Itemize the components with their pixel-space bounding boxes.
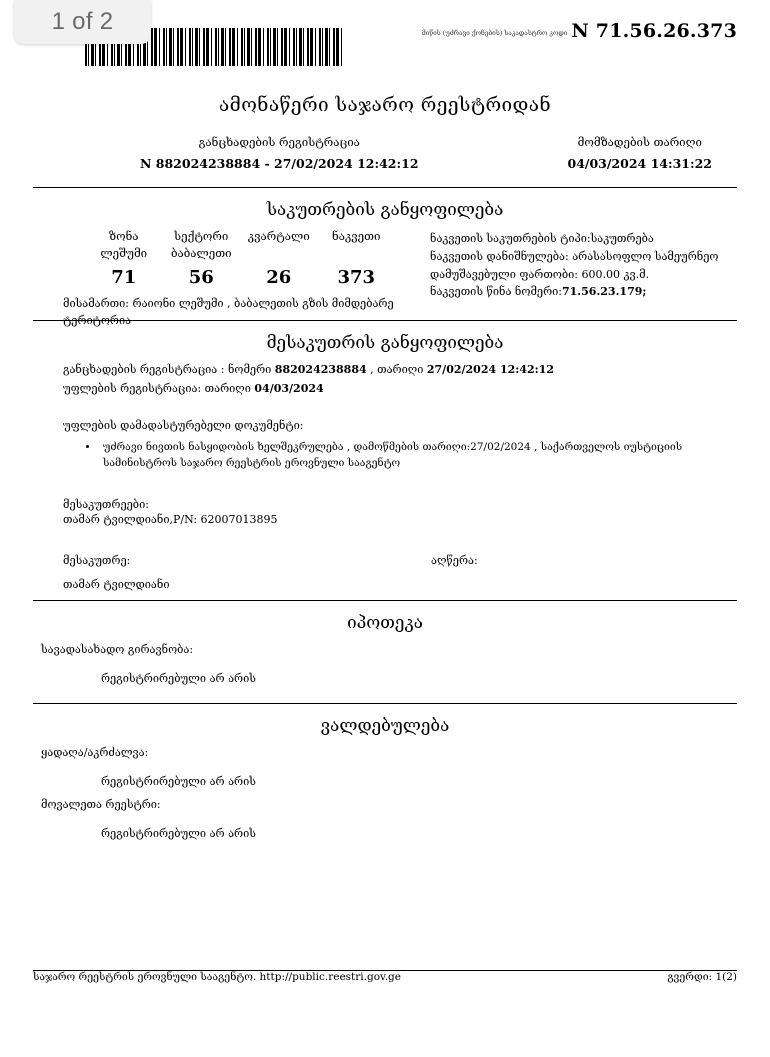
parcel-column	[163, 228, 241, 288]
parcel-info-list	[430, 230, 718, 301]
obligation-label: ყადაღა/აკრძალვა:	[41, 745, 149, 759]
owner-right-registration-date: 04/03/2024	[254, 382, 324, 396]
cadastral-code-block	[422, 20, 737, 42]
documents-heading: უფლების დამადასტურებელი დოკუმენტი:	[63, 419, 304, 433]
page-indicator-badge	[14, 0, 151, 44]
parcel-column	[240, 228, 318, 288]
parcel-column	[85, 228, 163, 288]
page-footer	[33, 971, 737, 983]
application-registration-caption: განცხადების რეგისტრაცია	[198, 135, 360, 149]
mortgage-section-title: იპოთეკა	[347, 612, 423, 633]
owner-section-title: მესაკუთრის განყოფილება	[266, 333, 504, 353]
parcel-column-label-primary: ნაკვეთი	[332, 229, 381, 243]
parcel-info-row	[430, 266, 718, 284]
owner-application-registration-label: განცხადების რეგისტრაცია : ნომერი	[63, 363, 275, 376]
parcel-column-label-primary: კვარტალი	[247, 229, 310, 243]
footer-page-number: გვერდი: 1(2)	[667, 971, 737, 983]
parcel-info-value: 600.00 კვ.მ.	[581, 267, 650, 281]
parcel-info-label: დამუშავებული ფართობი:	[430, 267, 582, 281]
documents-list	[33, 440, 737, 472]
owner-description-row	[33, 554, 737, 600]
document-content	[33, 0, 737, 840]
divider-mortgage	[33, 703, 737, 704]
application-registration-value: N 882024238884 - 27/02/2024 12:42:12	[140, 156, 419, 171]
description-label: აღწერა:	[431, 553, 478, 567]
divider-top	[33, 187, 737, 188]
owners-value: თამარ ტვილდიანი,P/N: 62007013895	[63, 512, 278, 526]
footer-url[interactable]: http://public.reestri.gov.ge	[259, 971, 401, 983]
parcel-block	[33, 228, 737, 327]
document-list-item: • უძრავი ნივთის ნასყიდობის ხელშეკრულება , დამოწმების თარიღი:27/02/2024 , საქართველოს იუსტიციის სამინისტროს საჯარო რეესტრის ეროვნული სააგენტო	[99, 440, 737, 472]
obligation-value: რეგისტრირებული არ არის	[101, 774, 256, 788]
owner-right-registration	[63, 380, 737, 397]
parcel-column-label-secondary	[318, 245, 396, 262]
obligation-section-title: ვალდებულება	[320, 715, 450, 736]
parcel-info-value: არასასოფლო სამეურნეო	[572, 249, 719, 263]
parcel-info-label: ნაკვეთის წინა ნომერი:	[430, 285, 562, 299]
preparation-date-block	[568, 135, 712, 171]
parcel-address: მისამართი: რაიონი ლეშუმი , ბაბალეთის გზის მიმდებარე ტერიტორია	[63, 297, 394, 327]
parcel-info-row	[430, 248, 718, 266]
parcel-column-label-secondary: ლეშუმი	[100, 245, 148, 260]
parcel-info-row	[430, 230, 718, 248]
owner-registration-lines	[33, 361, 737, 397]
preparation-date-value: 04/03/2024 14:31:22	[567, 156, 712, 171]
parcel-column-label-secondary	[240, 245, 318, 262]
owner-application-registration-mid: , თარიღი	[366, 363, 427, 376]
parcel-column-label-secondary: ბაბალეთი	[170, 245, 232, 260]
cadastral-code-value: N 71.56.26.373	[571, 20, 737, 42]
application-registration-block	[140, 135, 419, 171]
owner-application-registration	[63, 361, 737, 378]
footer-agency: საჯარო რეესტრის ეროვნული სააგენტო.	[33, 971, 257, 983]
parcel-info-row	[430, 283, 718, 301]
tax-lien-value: რეგისტრირებული არ არის	[101, 671, 256, 685]
parcel-info-value: საკუთრება	[590, 232, 654, 245]
parcel-info-label: ნაკვეთის საკუთრების ტიპი:	[430, 232, 591, 245]
page-indicator-label: 1 of 2	[51, 8, 114, 35]
parcel-column	[318, 228, 396, 288]
cadastral-code-caption: მიწის (უძრავი ქონების) საკადასტრო კოდი	[421, 28, 568, 37]
obligation-label: მოვალეთა რეესტრი:	[41, 797, 161, 811]
parcel-column-label-primary: ზონა	[108, 229, 139, 243]
owners-heading: მესაკუთრეები:	[63, 497, 149, 511]
parcel-column-value: 26	[266, 267, 292, 289]
registration-summary-row	[33, 135, 737, 187]
ownership-section-title: საკუთრების განყოფილება	[266, 200, 504, 220]
tax-lien-label: სავადასახადო გირავნობა:	[41, 642, 194, 656]
parcel-code-columns	[85, 228, 395, 288]
parcel-column-value: 373	[337, 267, 376, 289]
parcel-column-label-primary: სექტორი	[174, 229, 229, 243]
divider-owner	[33, 600, 737, 601]
owner-name-value: თამარ ტვილდიანი	[63, 577, 170, 591]
owner-label: მესაკუთრე:	[63, 553, 131, 567]
obligation-value: რეგისტრირებული არ არის	[101, 826, 256, 840]
owner-right-registration-label: უფლების რეგისტრაცია: თარიღი	[63, 382, 255, 396]
document-title: ამონაწერი საჯარო რეესტრიდან	[219, 94, 551, 116]
owner-application-registration-datetime: 27/02/2024 12:42:12	[426, 363, 555, 376]
obligation-entries	[33, 746, 737, 840]
owner-application-registration-number: 882024238884	[274, 363, 367, 376]
parcel-column-value: 56	[188, 267, 214, 289]
footer-left	[33, 971, 401, 983]
preparation-date-caption: მომზადების თარიღი	[577, 135, 702, 149]
parcel-column-value: 71	[111, 267, 137, 289]
parcel-info-value: 71.56.23.179;	[562, 285, 647, 299]
parcel-info-label: ნაკვეთის დანიშნულება:	[430, 249, 573, 263]
